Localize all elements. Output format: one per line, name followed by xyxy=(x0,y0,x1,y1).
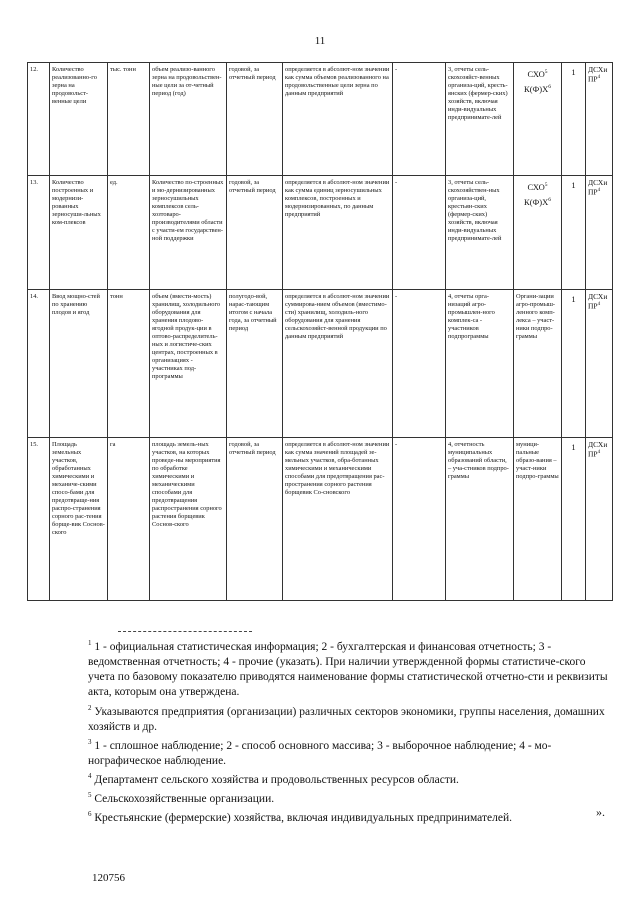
dash-cell: - xyxy=(393,438,446,601)
row-number: 15. xyxy=(28,438,50,601)
indicator-name: Количество построенных и модернизи-рованных зерносуши-льных ком-плексов xyxy=(50,176,108,290)
responsible-note: 4 xyxy=(597,75,601,80)
respondent-b: К(Ф)Х xyxy=(524,83,549,94)
respondent-a: СХО xyxy=(527,181,545,192)
responsible xyxy=(586,438,613,601)
footnote-text: 1 - сплошное наблюдение; 2 - способ основного массива; 3 - выборочное наблюдение; 4 - мо-нографическое наблюдение. xyxy=(88,739,552,767)
responsible xyxy=(586,290,613,438)
respondent: муници-пальные образо-вания – участ-ники подпро-граммы xyxy=(514,438,562,601)
respondent xyxy=(514,63,562,176)
footnote xyxy=(88,735,608,769)
dash-cell: - xyxy=(393,290,446,438)
calc-method: определяется в абсолют-ном значении как сумма значений площадей зе-мельных участков, обра-ботанных химическими и механическими способами для предотвращения рас-пространения сорного растения борщевик Со-сновского xyxy=(283,438,393,601)
period: годовой, за отчетный период xyxy=(227,63,283,176)
responsible-note: 4 xyxy=(597,302,601,307)
responsible-code: ДСХиПР xyxy=(588,178,608,197)
row-number: 14. xyxy=(28,290,50,438)
definition: объем реализо-ванного зерна на продовольствен-ные цели за от-четный период (год) xyxy=(150,63,227,176)
footnote-mark: 4 xyxy=(88,772,92,781)
calc-method: определяется в абсолют-ном значении как сумма объемов реализованного на продовольственные цели зерна по данным предприятий xyxy=(283,63,393,176)
responsible-note: 4 xyxy=(597,188,601,193)
table-row xyxy=(28,438,613,601)
responsible-code: ДСХиПР xyxy=(588,440,608,459)
data-source: 4, отчетность муниципальных образований области, – уча-стников подпро-граммы xyxy=(446,438,514,601)
indicator-name: Ввод мощно-стей по хранению плодов и ягод xyxy=(50,290,108,438)
responsible xyxy=(586,63,613,176)
responsible-code: ДСХиПР xyxy=(588,292,608,311)
definition: Количество по-строенных и мо-дернизированных зерносушильных комплексов сель-хозтоваро-производителями области с участи-ем государствен-ной поддержки xyxy=(150,176,227,290)
footnote-text: Департамент сельского хозяйства и продовольственных ресурсов области. xyxy=(91,773,459,786)
observation-method: 1 xyxy=(562,290,586,438)
table-row xyxy=(28,63,613,176)
data-source: 4, отчеты орга-низаций агро-промышлен-ного комплек-са - участников подпрограммы xyxy=(446,290,514,438)
unit: тонн xyxy=(108,290,150,438)
respondent-a: СХО xyxy=(527,68,545,79)
data-source: 3, отчеты сель-скохозяйствен-ных организа-ций, крестьян-ских (фермер-ских) хозяйств, включая инди-видуальных предпринимате-лей xyxy=(446,176,514,290)
footnote xyxy=(88,788,608,807)
footnote xyxy=(88,769,608,788)
responsible xyxy=(586,176,613,290)
period: годовой, за отчетный период xyxy=(227,438,283,601)
dash-cell: - xyxy=(393,63,446,176)
footnote xyxy=(88,807,608,826)
respondent-b-note: 6 xyxy=(548,83,551,90)
footnote-text: 1 - официальная статистическая информация; 2 - бухгалтерская и финансовая отчетность; 3 - ведомственная отчетность; 4 - прочие (указать). При наличии утвержденной формы статистиче-ского учета по базовому показателю приводятся наименование формы статистической отчетно-сти и реквизиты акта, которым она утверждена. xyxy=(88,640,608,699)
indicators-table xyxy=(27,62,613,601)
dash-cell: - xyxy=(393,176,446,290)
observation-method: 1 xyxy=(562,438,586,601)
respondent-b: К(Ф)Х xyxy=(524,196,549,207)
table-row xyxy=(28,176,613,290)
period: полугодо-вой, нарас-тающим итогом с начала года, за отчетный период xyxy=(227,290,283,438)
closing-mark: ». xyxy=(596,805,605,819)
unit: тыс. тонн xyxy=(108,63,150,176)
unit: га xyxy=(108,438,150,601)
indicator-name: Количество реализованно-го зерна на продовольст-венные цели xyxy=(50,63,108,176)
respondent xyxy=(514,176,562,290)
respondent-b-note: 6 xyxy=(548,196,551,203)
definition: объем (вмести-мость) хранилищ, холодильного оборудования для хранения плодово-ягодной продук-ции в оптово-распределитель-ных и логистиче-ских центрах, построенных в организациях - участниках под-программы xyxy=(150,290,227,438)
footnote xyxy=(88,701,608,735)
table-row xyxy=(28,290,613,438)
definition: площадь земель-ных участков, на которых проведе-ны мероприятия по обработке химическими и механическими способами для предотвращения распространения сорного растения борщевик Соснов-ского xyxy=(150,438,227,601)
footnote-text: Указываются предприятия (организации) различных секторов экономики, группы населения, домашних хозяйств и др. xyxy=(88,705,605,733)
footnote-mark: 2 xyxy=(88,703,92,712)
footnote-text: Сельскохозяйственные организации. xyxy=(91,792,275,805)
footnote-mark: 1 xyxy=(88,639,92,647)
footnote-text: Крестьянские (фермерские) хозяйства, включая индивидуальных предпринимателей. xyxy=(91,812,512,824)
calc-method: определяется в абсолют-ном значении как сумма единиц зерносушильных комплексов, построенных и модернизированных, по данным предприятий xyxy=(283,176,393,290)
footnote-mark: 3 xyxy=(88,737,92,746)
row-number: 13. xyxy=(28,176,50,290)
indicator-name: Площадь земельных участков, обработанных химическими и механиче-скими спосо-бами для предотвраще-ния распро-странения сорного рас-тения борще-вик Соснов-ского xyxy=(50,438,108,601)
observation-method: 1 xyxy=(562,63,586,176)
footnote xyxy=(88,636,608,701)
footnotes xyxy=(88,636,608,826)
footnote-separator xyxy=(118,631,252,632)
respondent-a-note: 5 xyxy=(544,182,548,188)
footnote-mark: 6 xyxy=(88,810,92,819)
row-number: 12. xyxy=(28,63,50,176)
responsible-code: ДСХиПР xyxy=(588,65,608,84)
data-source: 3, отчеты сель-скохозяйст-венных организа-ций, кресть-янских (фермер-ских) хозяйств, включая инди-видуальных предпринимате-лей xyxy=(446,63,514,176)
respondent-a-note: 5 xyxy=(544,69,548,75)
document-id: 120756 xyxy=(92,872,125,884)
observation-method: 1 xyxy=(562,176,586,290)
respondent: Органи-зации агро-промыш-ленного комп-лекса – участ-ники подпро-граммы xyxy=(514,290,562,438)
responsible-note: 4 xyxy=(597,450,601,455)
unit: ед. xyxy=(108,176,150,290)
period: годовой, за отчетный период xyxy=(227,176,283,290)
calc-method: определяется в абсолют-ном значении суммирова-нием объемов (вместимо-сти) хранилищ, холодиль-ного оборудования для хранения сельскохозяйст-венной продукции по данным предприятий xyxy=(283,290,393,438)
page-number: 11 xyxy=(314,35,326,47)
footnote-mark: 5 xyxy=(88,791,92,800)
